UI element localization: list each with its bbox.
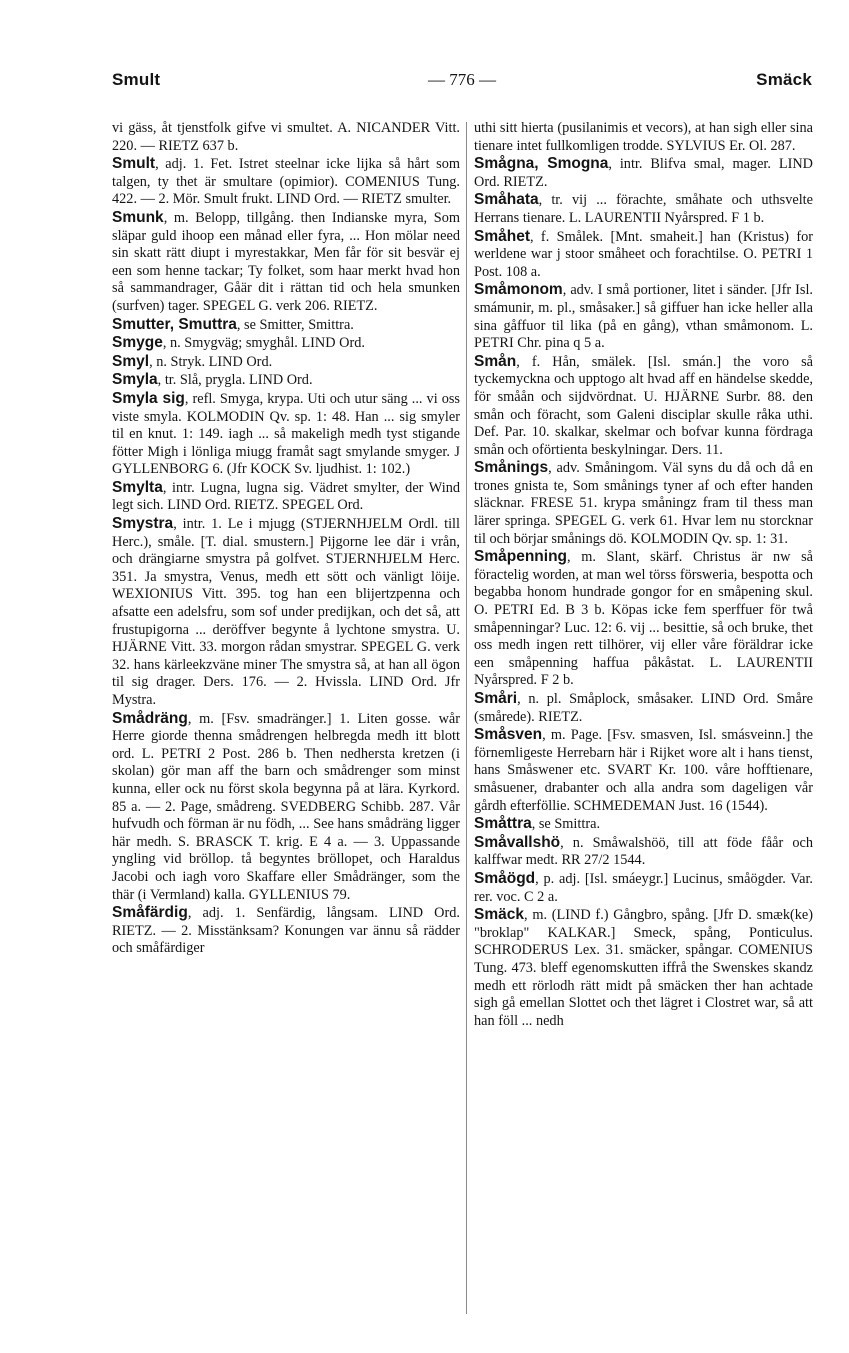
- column-divider: [466, 122, 467, 1314]
- left-column: [112, 120, 460, 958]
- dictionary-entry: Smådräng, m. [Fsv. smadränger.] 1. Liten gosse. wår Herre giorde thenna smådrengen helbregda medh itt blott ord. L. PETRI 2 Post. 286 b. Then nedhersta kretzen (i skolan) gör man aff the barn och smådrenger som minst kunna, eller ock nu först skola begynna på at lära. Kyrkord. 85 a. — 2. Page, smådreng. SVEDBERG Schibb. 287. Vår hufvudh och förman är nu födh, ... See hans smådräng ligger här medh. S. BRASCK T. krig. E 4 a. — 3. Uppassande yngling vid bröllop. tå begyntes bröllopet, och Haraldus Jacobi och iagh voro Skaffare eller Smådränger, som the thär (i Vermland) kalla. GYLLENIUS 79.: [112, 709, 460, 903]
- dictionary-entry: Smyge, n. Smygväg; smyghål. LIND Ord.: [112, 334, 365, 352]
- dictionary-entry: Småmonom, adv. I små portioner, litet i sänder. [Jfr Isl. smámunir, m. pl., småsaker.] så giffuer han icke heller alla sina gåffuor til lika (på en gång), vthan småmonom. L. PETRI Chr. pina q 5 a.: [474, 281, 813, 352]
- dictionary-entry: Smäck, m. (LIND f.) Gångbro, spång. [Jfr D. smæk(ke) "broklap" KALKAR.] Smeck, spång, Ponticulus. SCHRODERUS Lex. 31. smäcker, spångar. COMENIUS Tung. 473. bleff egenomskutten iffrå the Swenskes skandz medh ett rörlodh rätt midt på smäcken ther han achtade sigh gå emellan Slottet och thet lägret i Clostret war, så att han föll ... nedh: [474, 906, 813, 1029]
- dictionary-entry: Småögd, p. adj. [Isl. smáeygr.] Lucinus, småögder. Var. rer. voc. C 2 a.: [474, 869, 813, 905]
- dictionary-entry: Smågna, Smogna, intr. Blifva smal, mager. LIND Ord. RIETZ.: [474, 155, 813, 190]
- dictionary-entry: Smutter, Smuttra, se Smitter, Smittra.: [112, 315, 354, 333]
- right-column: [474, 120, 813, 1030]
- dictionary-entry: Smystra, intr. 1. Le i mjugg (STJERNHJELM Ordl. till Herc.), småle. [T. dial. smustern.] Pijgorne lee där i vrån, och drängiarne smystra på golfvet. STJERNHJELM Herc. 351. Ja smystra, Venus, medh ett sött och vänligt löije. WEXIONIUS Vitt. 395. tog han een blijertzpenna och afsatte een adelsfru, som sof under predijkan, och det så, att frustupigorna ... deröffver begynte å lychtone smystra. U. HJÄRNE Vitt. 33. morgon rådan smystrar. SPEGEL G. verk 32. hans kärleekzväne miner The smystra så, at han all ögon til sig drager. Ders. 176. — 2. Hvissla. LIND Ord. Jfr Mystra.: [112, 515, 460, 708]
- dictionary-entry: Smånings, adv. Småningom. Väl syns du då och då en trones gnista te, Som smånings tyner af och efter handen släcknar. FRESE 51. krypa småningz fram til thess man lärer springa. SPEGEL G. verk 61. Hvar lem nu storcknar til och börjar smånings dö. KOLMODIN Qv. sp. 1: 31.: [474, 459, 813, 547]
- dictionary-entry: Smyl, n. Stryk. LIND Ord.: [112, 352, 273, 370]
- dictionary-entry: Småri, n. pl. Småplock, småsaker. LIND Ord. Småre (smårede). RIETZ.: [474, 690, 813, 725]
- dictionary-entry: Småhet, f. Smålek. [Mnt. smaheit.] han (Kristus) for werldene war j stoor småheet och forachtilse. O. PETRI 1 Post. 108 a.: [474, 227, 813, 280]
- left-running-headword: Smult: [112, 70, 161, 89]
- dictionary-entry: Smån, f. Hån, smälek. [Isl. smán.] the voro så tyckemyckna och upptogo alt hvad aff en händelse skedde, för småån och sijdvördnat. U. HJÄRNE Surbr. 88. den smån och föracht, som Galeni disciplar skulle råka uthi. Def. Par. 10. skalkar, skelmar och bofvar kunna fördraga smån och oförtienta beskylningar. Ders. 11.: [474, 352, 813, 458]
- page-header: [112, 70, 812, 96]
- page-number: — 776 —: [428, 70, 496, 89]
- dictionary-entry: uthi sitt hierta (pusilanimis et vecors), at han sigh eller sina tienare intet fullkomligen trodde. SYLVIUS Er. Ol. 287.: [474, 120, 813, 154]
- dictionary-entry: Smult, adj. 1. Fet. Istret steelnar icke lijka så hårt som talgen, ty thet är smultare (opimior). COMENIUS Tung. 422. — 2. Mör. Smult frukt. LIND Ord. — RIETZ smulter.: [112, 155, 460, 208]
- dictionary-entry: Smyla sig, refl. Smyga, krypa. Uti och utur säng ... vi oss viste smyla. KOLMODIN Qv. sp. 1: 48. Han ... sig smyler til en knut. 1: 149. iagh ... så makeligh medh tyst stigande fötter Migh i lönliga miugg framåt sagt smylande smyger. J GYLLENBORG 6. (Jfr KOCK Sv. ljudhist. 1: 102.): [112, 389, 460, 478]
- dictionary-entry: Smunk, m. Belopp, tillgång. then Indianske myra, Som släpar guld ihoop een månad eller fyra, ... Hon mölar need sin skatt rätt diupt i myrestakkar, Men får för sit besvär ej een som henne tackar; Ty folket, som haar merkt hvad hon så sammandrager, Gåär dit i rättan tid och hela smunken (surfven) tager. SPEGEL G. verk 206. RIETZ.: [112, 208, 460, 314]
- dictionary-entry: vi gäss, åt tjenstfolk gifve vi smultet. A. NICANDER Vitt. 220. — RIETZ 637 b.: [112, 120, 460, 154]
- dictionary-entry: Småhata, tr. vij ... förachte, småhate och uthsvelte Herrans tienare. L. LAURENTII Nyårspred. F 1 b.: [474, 191, 813, 226]
- dictionary-entry: Småsven, m. Page. [Fsv. smasven, Isl. smásveinn.] the förnemligeste Herrebarn här i Rijket wore alt i hans tienst, hans Småswener etc. SVART Kr. 100. våre hofftienare, småsuener, drabanter och alla andra som dageligen vår gårdh efterföllie. SCHMEDEMAN Just. 16 (1544).: [474, 726, 813, 814]
- dictionary-entry: Småttra, se Smittra.: [474, 815, 601, 833]
- dictionary-entry: Smylta, intr. Lugna, lugna sig. Vädret smylter, der Wind legt sich. LIND Ord. RIETZ. SPEGEL Ord.: [112, 478, 460, 514]
- right-running-headword: Smäck: [756, 70, 812, 89]
- dictionary-entry: Småvallshö, n. Småwalshöö, till att föde fåår och kalffwar medt. RR 27/2 1544.: [474, 833, 813, 869]
- dictionary-entry: Smyla, tr. Slå, prygla. LIND Ord.: [112, 371, 313, 389]
- dictionary-entry: Småpenning, m. Slant, skärf. Christus är nw så föractelig worden, at man wel törss försweria, bespotta och begabba honom hundrade gongor for en småpening skul. O. PETRI Ed. B 3 b. Köpas icke fem sperffuer för twå småpenningar? Luc. 12: 6. vij ... besittie, så och bruke, thet oss medh ingen rett tilhörer, vij eller våre föräldrar icke een småpenning haffua påkåstat. L. LAURENTII Nyårspred. F 2 b.: [474, 548, 813, 689]
- dictionary-entry: Småfärdig, adj. 1. Senfärdig, långsam. LIND Ord. RIETZ. — 2. Misstänksam? Konungen var ännu så rädder och småfärdiger: [112, 904, 460, 957]
